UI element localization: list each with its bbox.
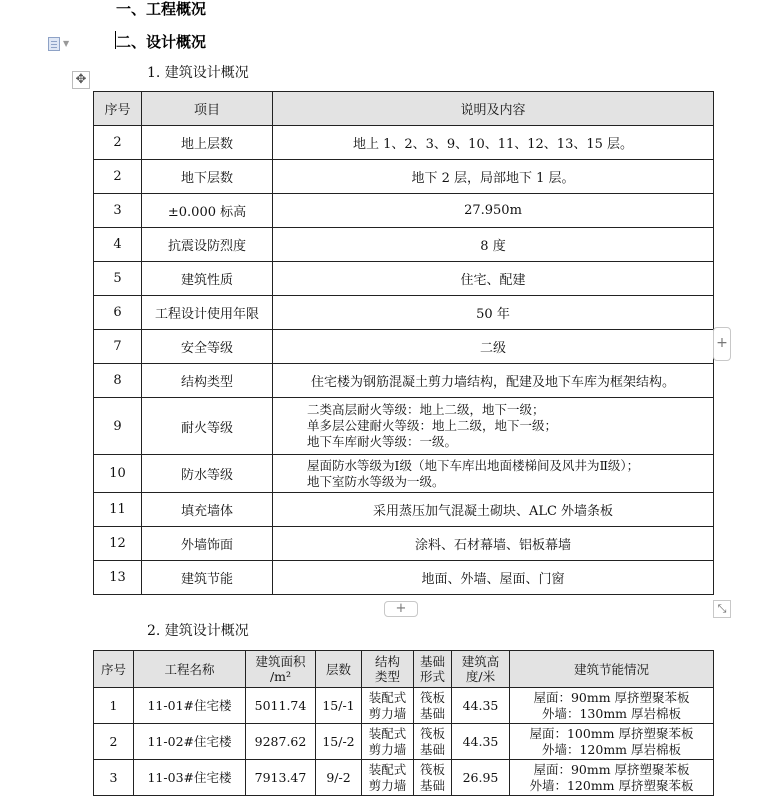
cell-content: 采用蒸压加气混凝土砌块、ALC 外墙条板 xyxy=(273,493,714,527)
cell-energy xyxy=(510,760,714,796)
content-line: 地下室防水等级为一级。 xyxy=(307,473,445,489)
table-row xyxy=(94,194,714,228)
cell-energy xyxy=(510,724,714,760)
header-line: 建筑高 xyxy=(461,654,500,669)
cell-content: 二级 xyxy=(273,330,714,364)
cell-no: 7 xyxy=(94,330,142,364)
table-header-row xyxy=(94,651,714,688)
cell-line: 剪力墙 xyxy=(368,741,407,757)
cell-structure xyxy=(362,724,414,760)
cell-no: 4 xyxy=(94,228,142,262)
cell-line: 屋面：100mm 厚挤塑聚苯板 xyxy=(529,725,694,741)
table-row xyxy=(94,160,714,194)
cell-no: 3 xyxy=(94,194,142,228)
table-row xyxy=(94,455,714,493)
cell-no: 5 xyxy=(94,262,142,296)
content-line: 单多层公建耐火等级：地上二级，地下一级； xyxy=(307,418,558,433)
header-content: 说明及内容 xyxy=(273,92,714,126)
table-row xyxy=(94,126,714,160)
cell-name: 11-03#住宅楼 xyxy=(134,760,246,796)
header-item: 项目 xyxy=(142,92,273,126)
cell-content xyxy=(273,455,714,493)
table-row xyxy=(94,760,714,796)
cell-line: 基础 xyxy=(419,777,445,793)
table-row xyxy=(94,493,714,527)
table-row xyxy=(94,262,714,296)
header-line: 建筑面积 xyxy=(255,654,306,669)
cell-no: 1 xyxy=(94,688,134,724)
cell-content: 住宅楼为钢筋混凝土剪力墙结构，配建及地下车库为框架结构。 xyxy=(273,364,714,398)
header-no: 序号 xyxy=(94,92,142,126)
cell-foundation xyxy=(414,724,452,760)
cell-content: 8 度 xyxy=(273,228,714,262)
cell-content: 地下 2 层，局部地下 1 层。 xyxy=(273,160,714,194)
section-heading-design-overview: 二、设计概况 xyxy=(116,33,207,51)
table-row xyxy=(94,724,714,760)
header-energy: 建筑节能情况 xyxy=(510,651,714,688)
cell-no: 9 xyxy=(94,398,142,455)
header-name: 工程名称 xyxy=(134,651,246,688)
cell-no: 8 xyxy=(94,364,142,398)
header-floors: 层数 xyxy=(316,651,362,688)
cell-line: 基础 xyxy=(419,741,445,757)
subheading-architecture-1: 1. 建筑设计概况 xyxy=(147,65,249,81)
cell-line: 外墙：120mm 厚挤塑聚苯板 xyxy=(529,777,694,793)
cell-no: 10 xyxy=(94,455,142,493)
header-line: 形式 xyxy=(419,669,445,684)
cell-item: 抗震设防烈度 xyxy=(142,228,273,262)
cell-content: 涂料、石材幕墙、铝板幕墙 xyxy=(273,527,714,561)
cell-height: 44.35 xyxy=(452,724,510,760)
header-line: /m² xyxy=(269,669,292,684)
cell-area: 5011.74 xyxy=(246,688,316,724)
cell-area: 7913.47 xyxy=(246,760,316,796)
cell-item: ±0.000 标高 xyxy=(142,194,273,228)
cell-foundation xyxy=(414,688,452,724)
header-line: 基础 xyxy=(419,654,445,669)
cell-item: 外墙饰面 xyxy=(142,527,273,561)
cell-no: 6 xyxy=(94,296,142,330)
table-row xyxy=(94,398,714,455)
cell-foundation xyxy=(414,760,452,796)
cell-line: 剪力墙 xyxy=(368,705,407,721)
cell-content xyxy=(273,398,714,455)
cell-line: 装配式 xyxy=(368,689,407,705)
document-icon[interactable] xyxy=(48,36,76,52)
header-line: 度/米 xyxy=(465,669,496,684)
subheading-architecture-2: 2. 建筑设计概况 xyxy=(147,623,249,639)
cell-height: 44.35 xyxy=(452,688,510,724)
cell-content: 地面、外墙、屋面、门窗 xyxy=(273,561,714,595)
cell-line: 装配式 xyxy=(368,761,407,777)
table-row xyxy=(94,561,714,595)
cell-item: 耐火等级 xyxy=(142,398,273,455)
cell-energy xyxy=(510,688,714,724)
content-line: 地下车库耐火等级：一级。 xyxy=(307,434,458,449)
cell-line: 屋面：90mm 厚挤塑聚苯板 xyxy=(533,689,690,705)
cell-floors: 15/-1 xyxy=(316,688,362,724)
cell-line: 筏板 xyxy=(419,689,445,705)
cell-structure xyxy=(362,688,414,724)
cell-height: 26.95 xyxy=(452,760,510,796)
cell-line: 筏板 xyxy=(419,761,445,777)
cell-no: 13 xyxy=(94,561,142,595)
table-row xyxy=(94,228,714,262)
content-line: 二类高层耐火等级：地上二级，地下一级； xyxy=(307,402,545,417)
content-line: 屋面防水等级为Ⅰ级（地下车库出地面楼梯间及风井为Ⅱ级）； xyxy=(307,457,640,473)
header-line: 类型 xyxy=(374,669,400,684)
cell-content: 50 年 xyxy=(273,296,714,330)
header-line: 结构 xyxy=(374,654,400,669)
cell-no: 11 xyxy=(94,493,142,527)
cell-name: 11-02#住宅楼 xyxy=(134,724,246,760)
cell-item: 安全等级 xyxy=(142,330,273,364)
cell-structure xyxy=(362,760,414,796)
cell-area: 9287.62 xyxy=(246,724,316,760)
cell-floors: 15/-2 xyxy=(316,724,362,760)
section-heading-project-overview: 一、工程概况 xyxy=(116,0,207,18)
cell-item: 填充墙体 xyxy=(142,493,273,527)
cell-item: 地上层数 xyxy=(142,126,273,160)
cell-item: 防水等级 xyxy=(142,455,273,493)
cell-item: 地下层数 xyxy=(142,160,273,194)
table-row xyxy=(94,527,714,561)
cell-content: 地上 1、2、3、9、10、11、12、13、15 层。 xyxy=(273,126,714,160)
add-column-button[interactable]: + xyxy=(713,327,731,361)
cell-floors: 9/-2 xyxy=(316,760,362,796)
cell-item: 工程设计使用年限 xyxy=(142,296,273,330)
table-row xyxy=(94,296,714,330)
chevron-down-icon[interactable]: ▼ xyxy=(63,39,70,48)
cell-no: 2 xyxy=(94,160,142,194)
table-row xyxy=(94,688,714,724)
header-height xyxy=(452,651,510,688)
header-area xyxy=(246,651,316,688)
table-header-row xyxy=(94,92,714,126)
table-row xyxy=(94,364,714,398)
building-summary-table xyxy=(93,650,714,796)
cell-line: 屋面：90mm 厚挤塑聚苯板 xyxy=(533,761,690,777)
cell-content: 27.950m xyxy=(273,194,714,228)
cell-no: 2 xyxy=(94,126,142,160)
table-move-handle-icon[interactable]: ✥ xyxy=(72,71,90,89)
header-structure xyxy=(362,651,414,688)
cell-line: 装配式 xyxy=(368,725,407,741)
cell-name: 11-01#住宅楼 xyxy=(134,688,246,724)
header-no: 序号 xyxy=(94,651,134,688)
cell-content: 住宅、配建 xyxy=(273,262,714,296)
cell-item: 建筑性质 xyxy=(142,262,273,296)
cell-item: 建筑节能 xyxy=(142,561,273,595)
cell-no: 3 xyxy=(94,760,134,796)
cell-line: 外墙：130mm 厚岩棉板 xyxy=(541,705,682,721)
cell-no: 2 xyxy=(94,724,134,760)
table-resize-icon[interactable]: ⤡ xyxy=(713,600,731,618)
cell-line: 筏板 xyxy=(419,725,445,741)
cell-line: 外墙：120mm 厚岩棉板 xyxy=(541,741,682,757)
add-row-button[interactable]: + xyxy=(384,601,418,617)
architecture-design-table xyxy=(93,91,714,595)
cell-item: 结构类型 xyxy=(142,364,273,398)
cell-line: 基础 xyxy=(419,705,445,721)
cell-no: 12 xyxy=(94,527,142,561)
header-foundation xyxy=(414,651,452,688)
table-row xyxy=(94,330,714,364)
cell-line: 剪力墙 xyxy=(368,777,407,793)
